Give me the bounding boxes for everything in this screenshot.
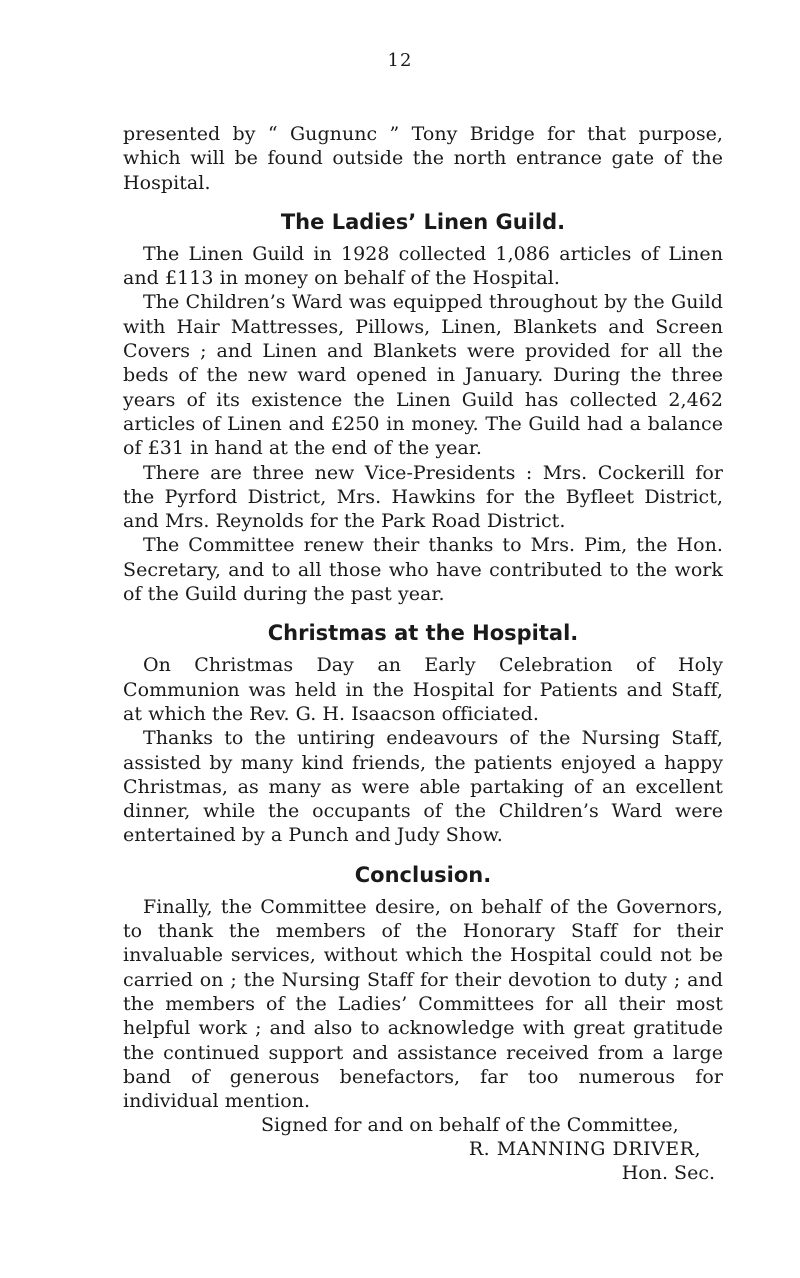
intro-paragraph: presented by “ Gugnunc ” Tony Bridge for that purpose, which will be found outside the north entrance gate of the Hospital.	[123, 123, 723, 194]
conclusion-heading: Conclusion.	[354, 862, 492, 887]
signature-block	[123, 1113, 723, 1185]
linen-guild-section	[123, 205, 723, 606]
christmas-paragraph: Thanks to the untiring endeavours of the Nursing Staff, assisted by many kind friends, the patients enjoyed a happy Christmas, as many as were able partaking of an excellent dinner, while the occupants of the Children’s Ward were entertained by a Punch and Judy Show.	[123, 727, 723, 847]
christmas-paragraph: On Christmas Day an Early Celebration of Holy Communion was held in the Hospital for Patients and Staff, at which the Rev. G. H. Isaacson officiated.	[123, 654, 723, 725]
conclusion-section	[123, 858, 723, 1114]
signature-statement: Signed for and on behalf of the Committee,	[261, 1114, 679, 1137]
conclusion-paragraph: Finally, the Committee desire, on behalf of the Governors, to thank the members of the Honorary Staff for their invaluable services, without which the Hospital could not be carried on ; the Nursing Staff for their devotion to duty ; and the members of the Ladies’ Committees for all their most helpful work ; and also to acknowledge with great gratitude the continued support and assistance received from a large band of generous benefactors, far too numerous for individual mention.	[123, 895, 723, 1113]
document-body	[123, 122, 723, 1185]
linen-guild-heading: The Ladies’ Linen Guild.	[280, 209, 566, 234]
signatory-name: R. MANNING DRIVER,	[468, 1138, 701, 1161]
signatory-title: Hon. Sec.	[621, 1162, 715, 1185]
linen-guild-paragraph: There are three new Vice-Presidents : Mrs. Cockerill for the Pyrford District, Mrs. Hawkins for the Byfleet District, and Mrs. Reynolds for the Park Road District.	[123, 461, 723, 533]
christmas-heading: Christmas at the Hospital.	[267, 621, 579, 646]
linen-guild-paragraph: The Committee renew their thanks to Mrs. Pim, the Hon. Secretary, and to all those who have contributed to the work of the Guild during the past year.	[123, 534, 723, 606]
linen-guild-paragraph: The Linen Guild in 1928 collected 1,086 articles of Linen and £113 in money on behalf of the Hospital.	[123, 242, 723, 290]
linen-guild-paragraph: The Children’s Ward was equipped throughout by the Guild with Hair Mattresses, Pillows, Linen, Blankets and Screen Covers ; and Linen and Blankets were provided for all the beds of the new ward opened in January. During the three years of its existence the Linen Guild has collected 2,462 articles of Linen and £250 in money. The Guild had a balance of £31 in hand at the end of the year.	[123, 291, 723, 460]
christmas-section	[123, 616, 723, 847]
page-number: 12	[387, 50, 413, 71]
